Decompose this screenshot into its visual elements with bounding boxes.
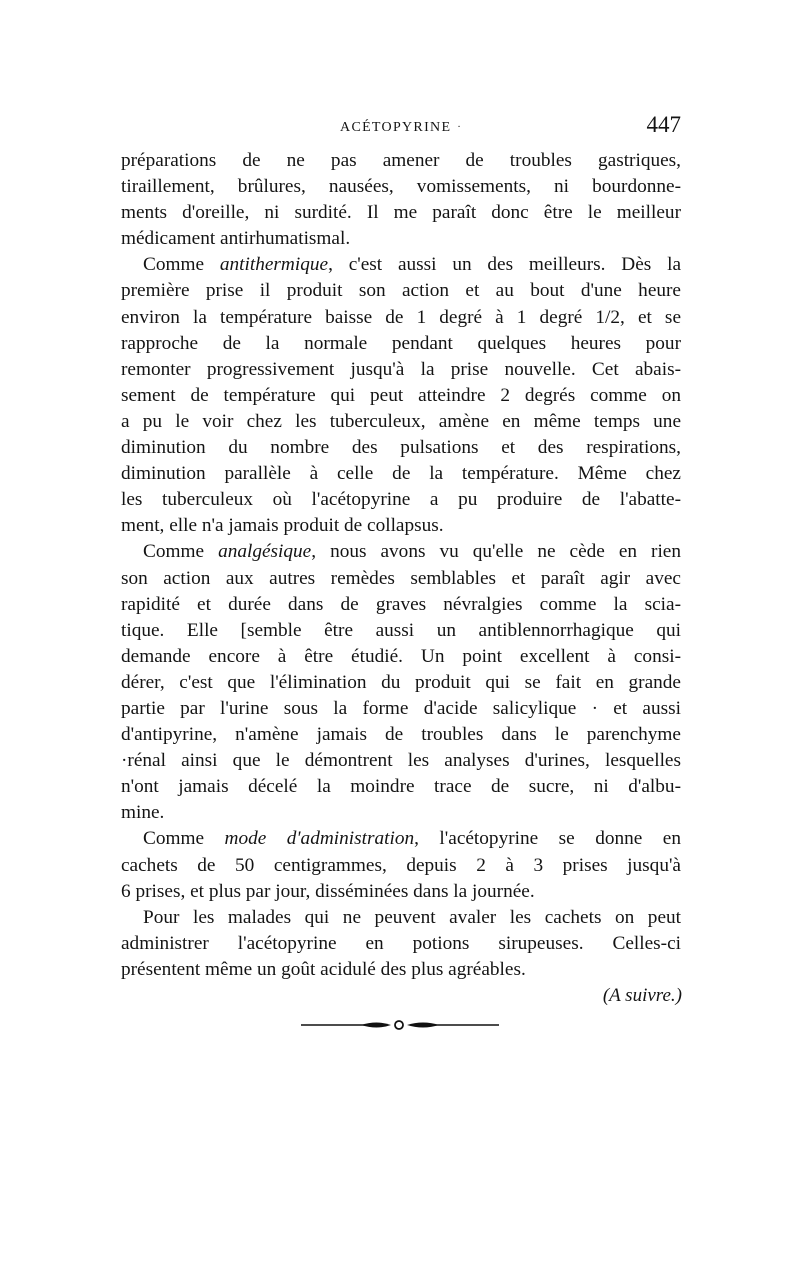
- text-line: ment, elle n'a jamais produit de collapsus.: [121, 515, 444, 537]
- text-line: première prise il produit son action et au bout d'une heure: [121, 280, 681, 302]
- body-text: [121, 148, 681, 983]
- text-line: tiraillement, brûlures, nausées, vomissements, ni bourdonne-: [121, 176, 681, 198]
- fleuron-divider-icon: [301, 1018, 499, 1032]
- text-line: 6 prises, et plus par jour, disséminées dans la journée.: [121, 880, 535, 902]
- text-line: rapidité et durée dans de graves névralgies comme la scia-: [121, 593, 681, 615]
- text-line: rapproche de la normale pendant quelques heures pour: [121, 332, 681, 354]
- running-head-title: ACÉTOPYRINE: [340, 120, 452, 135]
- text-line: ·rénal ainsi que le démontrent les analyses d'urines, lesquelles: [121, 750, 681, 772]
- text-line: son action aux autres remèdes semblables et paraît agir avec: [121, 567, 681, 589]
- text-line: diminution du nombre des pulsations et des respirations,: [121, 437, 681, 459]
- page-number: 447: [646, 112, 681, 137]
- text-line: préparations de ne pas amener de troubles gastriques,: [121, 150, 681, 171]
- text-line: administrer l'acétopyrine en potions sirupeuses. Celles-ci: [121, 932, 681, 954]
- text-line: Pour les malades qui ne peuvent avaler les cachets on peut: [143, 906, 681, 928]
- text-line: médicament antirhumatismal.: [121, 228, 351, 250]
- text-line: Comme mode d'administration, l'acétopyrine se donne en: [143, 828, 681, 850]
- text-line: sement de température qui peut atteindre 2 degrés comme on: [121, 384, 681, 406]
- text-line: mine.: [121, 802, 165, 824]
- text-line: diminution parallèle à celle de la température. Même chez: [121, 463, 681, 485]
- text-line: remonter progressivement jusqu'à la prise nouvelle. Cet abais-: [121, 358, 681, 380]
- text-line: cachets de 50 centigrammes, depuis 2 à 3 prises jusqu'à: [121, 854, 681, 876]
- text-line: les tuberculeux où l'acétopyrine a pu produire de l'abatte-: [121, 489, 681, 511]
- text-line: environ la température baisse de 1 degré à 1 degré 1/2, et se: [121, 306, 681, 328]
- running-head-title-wrap: [121, 120, 681, 136]
- text-line: partie par l'urine sous la forme d'acide salicylique · et aussi: [121, 697, 681, 719]
- text-line: présentent même un goût acidulé des plus agréables.: [121, 958, 526, 980]
- text-line: n'ont jamais décelé la moindre trace de sucre, ni d'albu-: [121, 776, 681, 798]
- text-line: ments d'oreille, ni surdité. Il me paraît donc être le meilleur: [121, 202, 681, 224]
- text-line: d'antipyrine, n'amène jamais de troubles dans le parenchyme: [121, 724, 681, 746]
- text-line: dérer, c'est que l'élimination du produit qui se fait en grande: [121, 671, 681, 693]
- to-be-continued-note: (A suivre.): [602, 985, 682, 1006]
- text-line: demande encore à être étudié. Un point excellent à consi-: [121, 645, 681, 667]
- running-head: [121, 112, 681, 144]
- text-line: a pu le voir chez les tuberculeux, amène en même temps une: [121, 410, 681, 432]
- text-line: tique. Elle [semble être aussi un antiblennorrhagique qui: [121, 619, 681, 641]
- running-head-mark: ·: [457, 122, 462, 134]
- text-line: Comme antithermique, c'est aussi un des meilleurs. Dès la: [143, 254, 681, 276]
- text-line: Comme analgésique, nous avons vu qu'elle ne cède en rien: [143, 541, 681, 563]
